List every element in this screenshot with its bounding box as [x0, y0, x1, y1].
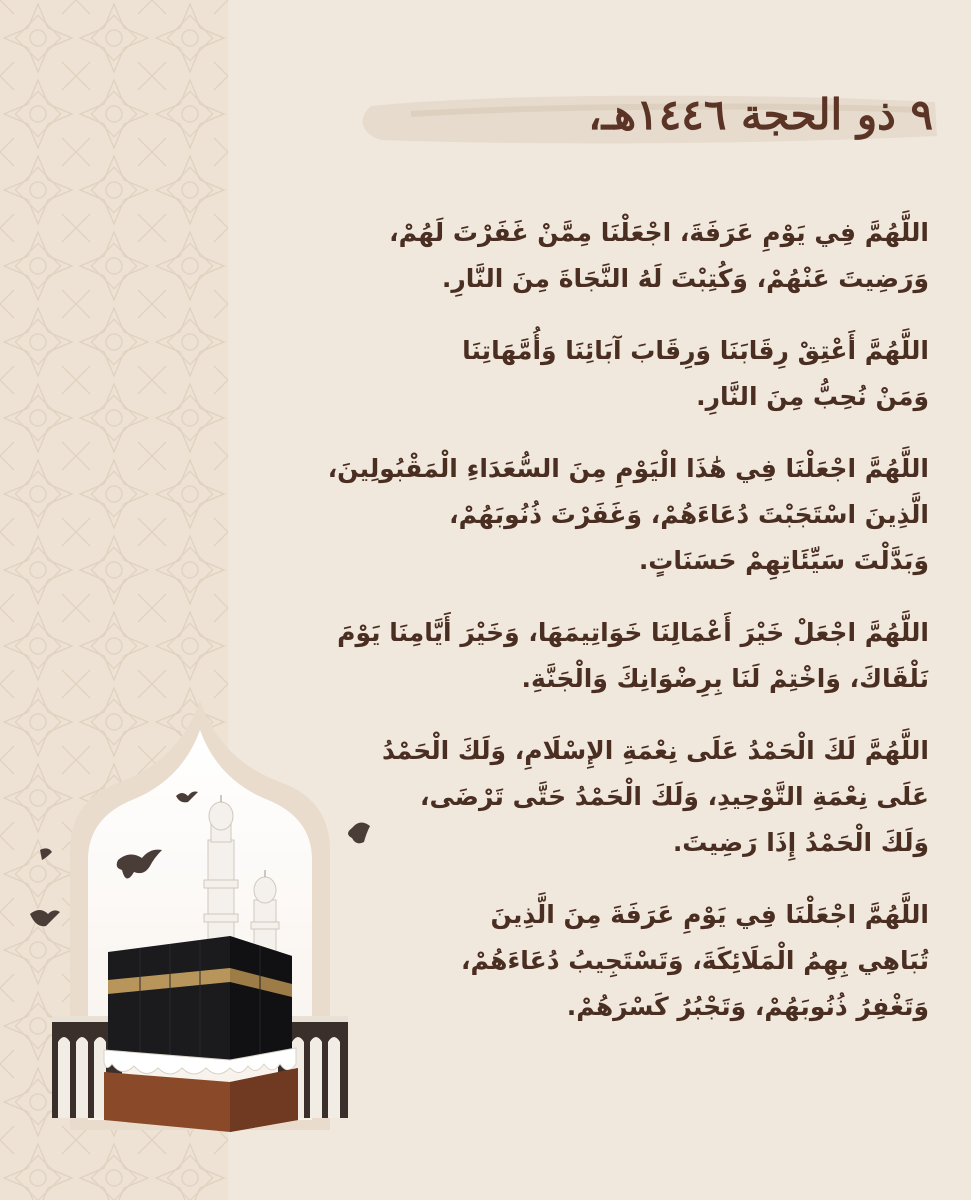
- dua-2: [249, 328, 929, 420]
- minaret-tall: [204, 795, 238, 950]
- dua-line: اللَّهُمَّ اجْعَلْ خَيْرَ أَعْمَالِنَا خَوَاتِيمَهَا، وَخَيْرَ أَيَّامِنَا يَوْمَ: [337, 618, 929, 647]
- dua-line: عَلَى نِعْمَةِ التَّوْحِيدِ، وَلَكَ الْحَمْدُ حَتَّى تَرْضَى،: [420, 782, 929, 811]
- dua-line: وَتَغْفِرُ ذُنُوبَهُمْ، وَتَجْبُرُ كَسْرَهُمْ.: [566, 992, 929, 1021]
- dua-4: [249, 610, 929, 702]
- dua-line: تُبَاهِي بِهِمُ الْمَلَائِكَةَ، وَتَسْتَجِيبُ دُعَاءَهُمْ،: [461, 946, 929, 975]
- dua-3: [249, 446, 929, 584]
- date-heading: [351, 84, 941, 154]
- bird-silhouette-icon: [348, 822, 370, 843]
- dua-line: وَلَكَ الْحَمْدُ إِذَا رَضِيتَ.: [672, 828, 929, 857]
- bird-silhouette-icon: [30, 910, 60, 926]
- dua-line: اللَّهُمَّ لَكَ الْحَمْدُ عَلَى نِعْمَةِ الإِسْلَامِ، وَلَكَ الْحَمْدُ: [382, 736, 929, 765]
- dua-line: الَّذِينَ اسْتَجَبْتَ دُعَاءَهُمْ، وَغَفَرْتَ ذُنُوبَهُمْ،: [449, 500, 929, 529]
- dua-line: نَلْقَاكَ، وَاخْتِمْ لَنَا بِرِضْوَانِكَ وَالْجَنَّةِ.: [521, 664, 929, 693]
- kaaba: [104, 936, 298, 1132]
- dua-line: اللَّهُمَّ اجْعَلْنَا فِي هَٰذَا الْيَوْمِ مِنَ السُّعَدَاءِ الْمَقْبُولِينَ،: [327, 454, 929, 483]
- dua-line: اللَّهُمَّ فِي يَوْمِ عَرَفَةَ، اجْعَلْنَا مِمَّنْ غَفَرْتَ لَهُمْ،: [389, 218, 929, 247]
- dua-line: اللَّهُمَّ اجْعَلْنَا فِي يَوْمِ عَرَفَةَ مِنَ الَّذِينَ: [490, 900, 929, 929]
- dua-line: وَمَنْ نُحِبُّ مِنَ النَّارِ.: [696, 382, 929, 411]
- dua-line: وَرَضِيتَ عَنْهُمْ، وَكُتِبْتَ لَهُ النَّجَاةَ مِنَ النَّارِ.: [441, 264, 929, 293]
- page-title: ٩ ذو الحجة ١٤٤٦هـ،: [588, 90, 933, 139]
- dua-line: وَبَدَّلْتَ سَيِّئَاتِهِمْ حَسَنَاتٍ.: [638, 546, 929, 575]
- dua-1: [249, 210, 929, 302]
- kaaba-illustration: [30, 700, 370, 1140]
- bird-silhouette-icon: [40, 848, 52, 860]
- dua-line: اللَّهُمَّ أَعْتِقْ رِقَابَنَا وَرِقَابَ آبَائِنَا وَأُمَّهَاتِنَا: [462, 336, 929, 365]
